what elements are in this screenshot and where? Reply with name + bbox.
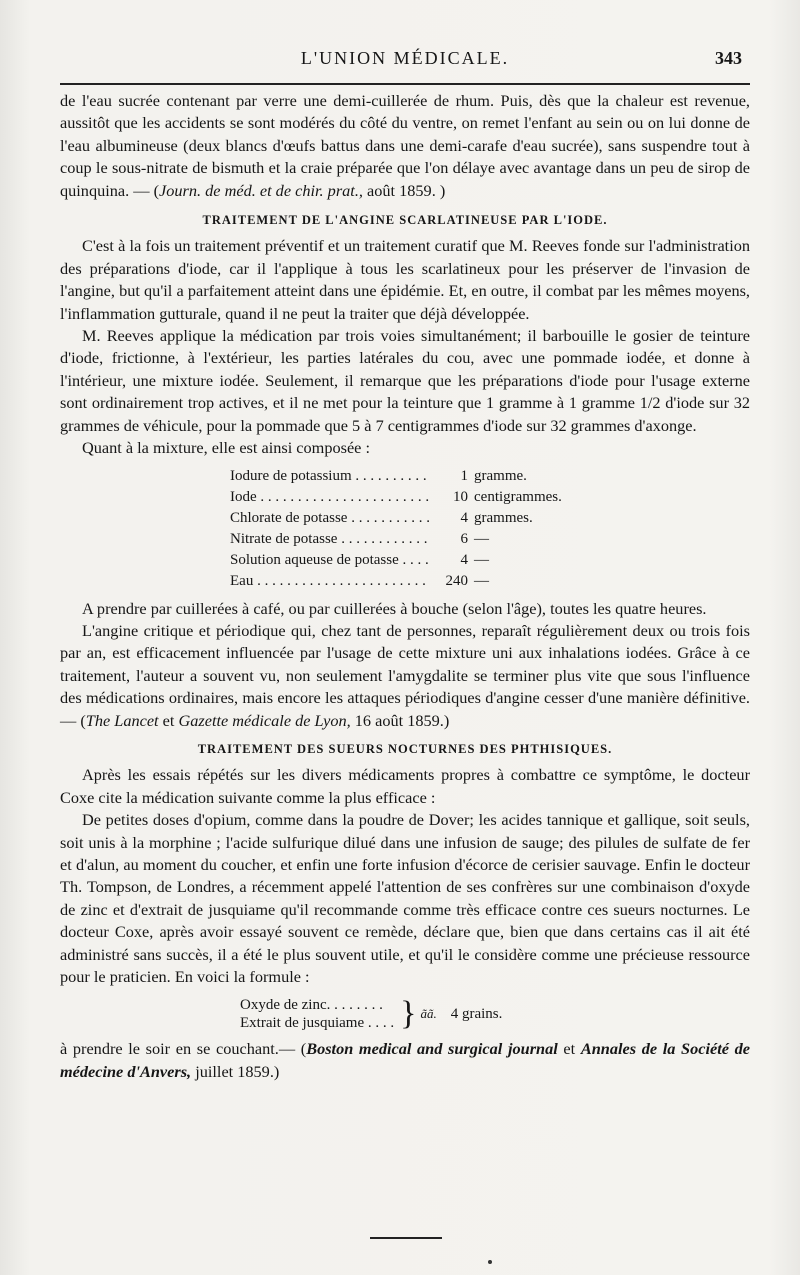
paragraph-continuation: de l'eau sucrée contenant par verre une demi-cuillerée de rhum. Puis, dès que la chaleur est revenue, aussitôt que les accidents se sont modérés du côté du ventre, on remet l'enfant au sein ou on lui donne de l'eau albumineuse (deux blancs d'œufs battus dans une demi-carafe d'eau sucrée), sans suspendre tout à coup le sous-nitrate de bismuth et la craie préparée que l'on délaye avec avantage dans un peu de sirop de quinquina. — (Journ. de méd. et de chir. prat., août 1859. )	[60, 91, 750, 200]
paragraph: A prendre par cuillerées à café, ou par cuillerées à bouche (selon l'âge), toutes les quatre heures.	[82, 598, 707, 618]
formula-row: Eau . . . 240 —	[230, 571, 750, 592]
recipe-formula-zinc	[60, 996, 750, 1032]
formula-row: Oxyde de zinc. . . . . . . .	[240, 997, 383, 1014]
paragraph: De petites doses d'opium, comme dans la poudre de Dover; les acides tannique et gallique, soit seuls, soit unis à la morphine ; l'acide sulfurique dilué dans une infusion de sauge; des pilules de sulfate de fer et d'alun, au moment du coucher, et enfin une forte infusion d'écorce de cerisier sauvage. Enfin le docteur Th. Tompson, de Londres, a récemment appelé l'attention de ses confrères sur une combinaison d'oxyde de zinc et d'extrait de jusquiame qu'il recommande comme très efficace contre ces sueurs nocturnes. Le docteur Coxe, après avoir essayé souvent ce remède, déclare que, bien que dans certains cas il ait été administré sans succès, il a été le plus souvent utile, et qu'il le considère comme une précieuse ressource pour le praticien. En voici la formule :	[60, 810, 750, 986]
recipe-formula	[60, 466, 750, 592]
citation: Annales de la Société de médecine d'Anvers,	[60, 1039, 751, 1081]
formula-quantity: 4 grains.	[450, 1006, 503, 1023]
page-body	[60, 90, 750, 1083]
formula-row: Solution aqueuse de potasse . . . 4 —	[230, 550, 750, 571]
citation: Gazette médicale de Lyon,	[178, 710, 351, 730]
citation: Journ. de méd. et de chir. prat.,	[159, 180, 363, 200]
end-rule	[370, 1237, 442, 1239]
paragraph: L'angine critique et périodique qui, chez tant de personnes, reparaît régulièrement deux ou trois fois par an, est efficacement influencée par l'usage de cette mixture uni aux inhalations iodées. Grâce à ce traitement, l'auteur a souvent vu, non seulement l'amygdalite se terminer plus vite que sous l'influence des médications ordinaires, mais encore les attaques périodiques d'angine cesser d'une manière définitive. — (The Lancet et Gazette médicale de Lyon, 16 août 1859.)	[60, 620, 750, 730]
brace: }	[400, 995, 417, 1033]
page-number: 343	[715, 48, 742, 68]
formula-row: Chlorate de potasse . . . 4 grammes.	[230, 508, 750, 529]
paragraph: M. Reeves applique la médication par trois voies simultanément; il barbouille le gosier de teinture d'iode, frictionne, à l'extérieur, les parties latérales du cou, avec une pommade iodée, et donne à l'intérieur, une mixture iodée. Seulement, il remarque que les préparations d'iode pour l'usage externe sont ordinairement trop actives, et il ne met pour la teinture que 1 gramme à 1 gramme 1/2 d'iode sur 32 grammes de véhicule, pour la pommade que 5 à 7 centigrammes d'iode sur 32 grammes d'axonge.	[60, 326, 750, 435]
formula-row: Iode . . . 10 centigrammes.	[230, 487, 750, 508]
running-header	[60, 44, 750, 74]
ana-mark: ãã.	[420, 1006, 437, 1022]
journal-title: L'UNION MÉDICALE.	[300, 48, 510, 68]
paragraph: Après les essais répétés sur les divers médicaments propres à combattre ce symptôme, le docteur Coxe cite la médication suivante comme la plus efficace :	[60, 765, 750, 807]
paragraph: Quant à la mixture, elle est ainsi composée :	[82, 438, 370, 458]
section-heading-sueurs: TRAITEMENT DES SUEURS NOCTURNES DES PHTHISIQUES.	[197, 741, 613, 756]
citation: The Lancet	[85, 710, 159, 730]
header-rule	[60, 83, 750, 85]
ink-dot	[488, 1260, 492, 1264]
formula-row: Extrait de jusquiame . . . .	[240, 1015, 395, 1032]
paragraph: C'est à la fois un traitement préventif et un traitement curatif que M. Reeves fonde sur l'administration des préparations d'iode, car il l'applique à tous les scarlatineux pour les préserver de l'invasion de l'angine, but qu'il a parfaitement atteint dans une épidémie. Et, en outre, il combat par les mêmes moyens, l'inflammation gutturale, quand il ne peut la traiter que déjà développée.	[60, 236, 750, 323]
section-heading-angine: TRAITEMENT DE L'ANGINE SCARLATINEUSE PAR L'IODE.	[202, 213, 608, 228]
citation: Boston medical and surgical journal	[306, 1039, 558, 1059]
formula-row: Iodure de potassium . . . 1 gramme.	[230, 466, 750, 487]
paragraph-final: à prendre le soir en se couchant.— (Boston medical and surgical journal et Annales de la Société de médecine d'Anvers, juillet 1859.)	[60, 1039, 751, 1081]
formula-row: Nitrate de potasse . . . 6 —	[230, 529, 750, 550]
